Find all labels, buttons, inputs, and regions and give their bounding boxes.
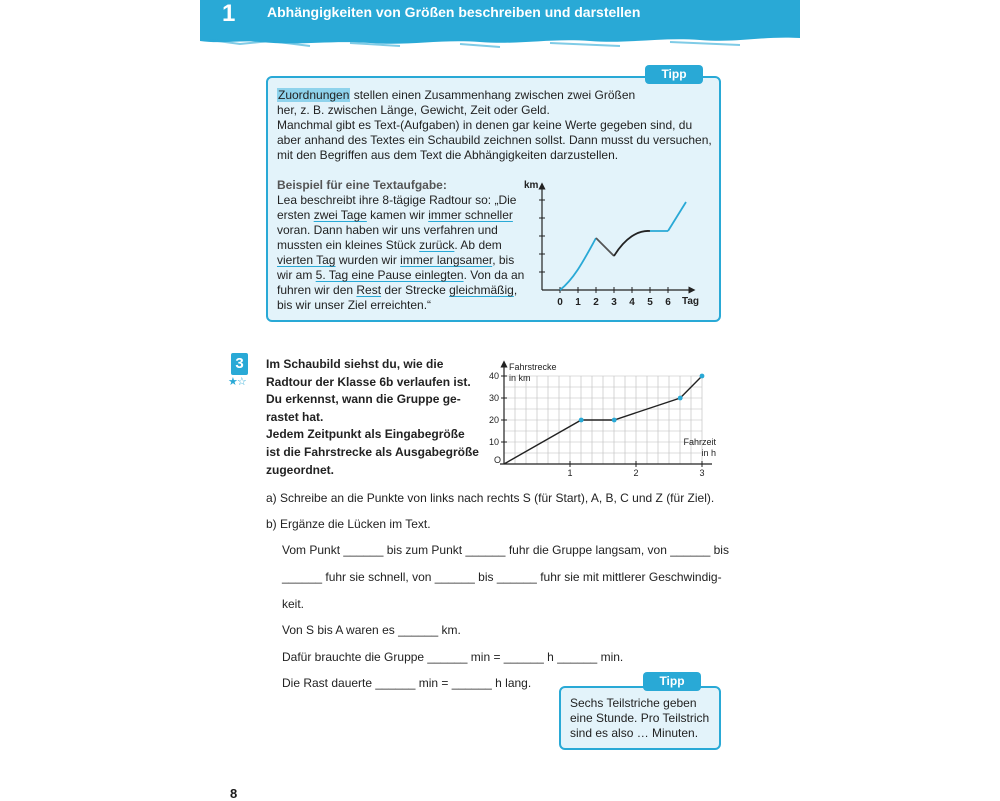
example-x-tick: 2 (593, 297, 599, 308)
cloze-line[interactable]: Von S bis A waren es ______ km. (282, 623, 461, 637)
cloze-line: keit. (282, 597, 305, 611)
highlight-term: Zuordnungen (278, 88, 350, 102)
x-tick-label: 3 (699, 468, 705, 478)
example-text: Beispiel für eine Textaufgabe: Lea beschreibt ihre 8-tägige Radtour so: „Die ersten zwei Tage kamen wir immer schneller voran. Dann haben wir uns verfahren und mussten ein kleines Stück zurück. Ab dem vierten Tag wurden wir immer langsamer, bis wir am 5. Tag eine Pause einlegten. Von da an fuhren wir den Rest der Strecke gleichmäßig, bis wir unser Ziel erreichten.“ (277, 178, 525, 312)
tipp-tab: Tipp (645, 65, 703, 84)
tipp-paragraph-1: Zuordnungen stellen einen Zusammenhang zwischen zwei Größen her, z. B. zwischen Länge, Gewicht, Zeit oder Geld. Manchmal gibt es Text-(Aufgaben) in denen gar keine Werte gegeben sind, du aber anhand des Textes ein Schaubild zeichnen sollst. Dann musst du versuchen, mit den Begriffen aus dem Text die Abhängigkeiten darzustellen. (277, 88, 712, 162)
ride-chart (480, 354, 720, 484)
x-axis-label: Fahrzeit (683, 437, 716, 447)
x-axis-label: in h (701, 448, 716, 458)
y-tick-label: 20 (488, 415, 499, 425)
y-tick-label: 30 (488, 393, 499, 403)
y-tick-label: 40 (488, 371, 499, 381)
origin-label: O (494, 455, 502, 465)
y-axis-label: Fahrstrecke (509, 362, 557, 372)
example-x-label: Tag (682, 296, 700, 307)
y-axis-label: in km (509, 373, 531, 383)
example-x-tick: 0 (557, 297, 563, 308)
cloze-line[interactable]: Die Rast dauerte ______ min = ______ h lang. (282, 676, 532, 690)
example-heading: Beispiel für eine Textaufgabe: (277, 178, 447, 192)
data-point (612, 418, 617, 423)
chapter-title: Abhängigkeiten von Größen beschreiben und darstellen (267, 4, 641, 20)
exercise-number: 3 (231, 353, 248, 375)
task-b: b) Ergänze die Lücken im Text. (266, 517, 431, 531)
example-x-tick: 1 (575, 297, 581, 308)
example-y-label: km (524, 180, 539, 191)
example-x-tick: 3 (611, 297, 617, 308)
chapter-number: 1 (222, 0, 236, 27)
data-point (700, 374, 705, 379)
cloze-line[interactable]: Dafür brauchte die Gruppe ______ min = ______ h ______ min. (282, 650, 624, 664)
tipp-tab-2: Tipp (643, 672, 701, 691)
data-point (579, 418, 584, 423)
example-x-tick: 4 (629, 297, 635, 308)
example-graph (520, 178, 705, 310)
cloze-line[interactable]: Vom Punkt ______ bis zum Punkt ______ fuhr die Gruppe langsam, von ______ bis (282, 543, 729, 557)
task-a: a) Schreibe an die Punkte von links nach rechts S (für Start), A, B, C und Z (für Ziel). (266, 491, 715, 505)
example-x-tick: 5 (647, 297, 653, 308)
exercise-prompt: Im Schaubild siehst du, wie die Radtour der Klasse 6b verlaufen ist. Du erkennst, wann die Gruppe ge- rastet hat. Jedem Zeitpunkt als Eingabegröße ist die Fahrstrecke als Ausgabegröße zugeordnet. (266, 357, 479, 477)
x-tick-label: 2 (633, 468, 639, 478)
cloze-line[interactable]: ______ fuhr sie schnell, von ______ bis ______ fuhr sie mit mittlerer Geschwindig- (282, 570, 722, 584)
tipp2-text: Sechs Teilstriche geben eine Stunde. Pro Teilstrich sind es also … Minuten. (570, 696, 710, 740)
y-tick-label: 10 (488, 437, 499, 447)
page-number: 8 (230, 786, 238, 801)
difficulty-stars: ★☆ (228, 376, 246, 388)
data-point (678, 396, 683, 401)
x-tick-label: 1 (567, 468, 573, 478)
example-x-tick: 6 (665, 297, 671, 308)
